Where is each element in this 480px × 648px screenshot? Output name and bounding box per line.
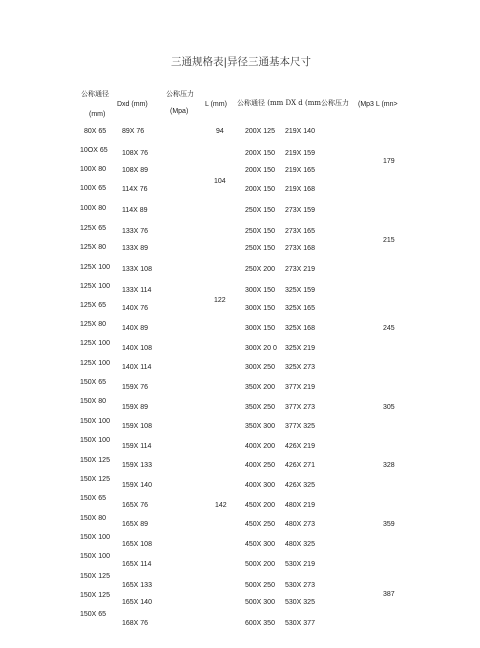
cell-col1: 100X 65 [80, 185, 107, 192]
cell-col6: 273X 168 [285, 245, 315, 252]
cell-col1: 150X 100 [80, 418, 110, 425]
cell-col2: 159X 140 [122, 482, 152, 489]
cell-col5: 500X 200 [245, 561, 275, 568]
cell-col1: 150X 100 [80, 437, 110, 444]
cell-right-length: 179 [383, 158, 395, 165]
cell-col5: 350X 200 [245, 384, 275, 391]
cell-col6: 219X 159 [285, 150, 315, 157]
cell-col5: 500X 300 [245, 599, 275, 606]
cell-col2: 159X 114 [122, 443, 152, 450]
cell-col1: 125X 100 [80, 360, 110, 367]
cell-col2: 133X 89 [122, 245, 149, 252]
cell-col1: 150X 65 [80, 495, 107, 502]
cell-col1: 125X 65 [80, 225, 107, 232]
cell-col5: 450X 300 [245, 541, 275, 548]
cell-col2: 108X 89 [122, 167, 149, 174]
cell-col6: 219X 168 [285, 186, 315, 193]
cell-col1: 125X 100 [80, 283, 110, 290]
header-dxd: Dxd (mm) [117, 101, 148, 108]
cell-col2: 140X 114 [122, 364, 152, 371]
cell-col5: 350X 300 [245, 423, 275, 430]
cell-col5: 200X 150 [245, 167, 275, 174]
cell-right-length: 328 [383, 462, 395, 469]
cell-col5: 300X 20 0 [245, 345, 277, 352]
cell-col1: 150X 100 [80, 553, 110, 560]
cell-col5: 400X 250 [245, 462, 275, 469]
cell-col6: 273X 219 [285, 266, 315, 273]
cell-col5: 300X 250 [245, 364, 275, 371]
header-right-group: 公称通径 (mm DX d (mm公称压力 [237, 99, 349, 107]
cell-col6: 325X 219 [285, 345, 315, 352]
cell-col6: 377X 273 [285, 404, 315, 411]
cell-col1: 125X 100 [80, 340, 110, 347]
cell-col1: 150X 125 [80, 573, 110, 580]
cell-col2: 165X 133 [122, 582, 152, 589]
cell-col6: 530X 325 [285, 599, 315, 606]
cell-col5: 200X 150 [245, 150, 275, 157]
cell-col6: 426X 271 [285, 462, 315, 469]
cell-col5: 400X 200 [245, 443, 275, 450]
cell-col5: 350X 250 [245, 404, 275, 411]
cell-col5: 300X 150 [245, 305, 275, 312]
cell-col5: 450X 250 [245, 521, 275, 528]
cell-col2: 168X 76 [122, 620, 149, 627]
cell-col2: 140X 89 [122, 325, 149, 332]
page-title: 三通规格表|异径三通基本尺寸 [171, 56, 312, 68]
header-right-length: (Mp3 L (mn> [358, 101, 398, 108]
cell-col6: 273X 159 [285, 207, 315, 214]
cell-col6: 325X 168 [285, 325, 315, 332]
cell-col5: 300X 150 [245, 325, 275, 332]
cell-col2: 140X 108 [122, 345, 152, 352]
cell-col1: 150X 125 [80, 476, 110, 483]
cell-col2: 165X 76 [122, 502, 149, 509]
cell-col6: 219X 165 [285, 167, 315, 174]
cell-col6: 426X 325 [285, 482, 315, 489]
cell-col1: 150X 80 [80, 398, 107, 405]
cell-col1: 150X 125 [80, 457, 110, 464]
cell-col2: 114X 76 [122, 186, 148, 193]
header-length: L (mm) [205, 101, 227, 108]
cell-col1: 150X 80 [80, 515, 107, 522]
cell-col1: 10OX 65 [80, 147, 108, 154]
header-nominal-pressure: 公称压力 [166, 90, 194, 98]
cell-length: 104 [214, 178, 226, 185]
cell-col5: 250X 150 [245, 245, 275, 252]
cell-col2: 165X 108 [122, 541, 152, 548]
cell-length: 122 [214, 297, 226, 304]
cell-col5: 450X 200 [245, 502, 275, 509]
cell-col6: 377X 325 [285, 423, 315, 430]
cell-col1: 100X 80 [80, 205, 107, 212]
cell-col1: 125X 100 [80, 264, 110, 271]
cell-col6: 426X 219 [285, 443, 315, 450]
cell-right-length: 359 [383, 521, 395, 528]
cell-col6: 530X 273 [285, 582, 315, 589]
cell-col1: 100X 80 [80, 166, 107, 173]
cell-col2: 133X 108 [122, 266, 152, 273]
cell-col6: 480X 273 [285, 521, 315, 528]
cell-col2: 108X 76 [122, 150, 149, 157]
cell-col2: 133X 76 [122, 228, 149, 235]
cell-col1: 150X 65 [80, 611, 107, 618]
cell-col5: 400X 300 [245, 482, 275, 489]
cell-col2: 165X 89 [122, 521, 149, 528]
cell-col1: 125X 65 [80, 302, 107, 309]
cell-col1: 125X 80 [80, 244, 107, 251]
cell-col6: 480X 325 [285, 541, 315, 548]
cell-col2: 159X 108 [122, 423, 152, 430]
cell-col5: 300X 150 [245, 287, 275, 294]
cell-col5: 200X 150 [245, 186, 275, 193]
cell-right-length: 245 [383, 325, 395, 332]
cell-col5: 600X 350 [245, 620, 275, 627]
cell-right-length: 387 [383, 591, 395, 598]
header-nominal-diameter-unit: (mm) [89, 111, 106, 118]
cell-col2: 165X 114 [122, 561, 152, 568]
cell-col2: 133X 114 [122, 287, 152, 294]
cell-col6: 377X 219 [285, 384, 315, 391]
cell-col1: 150X 65 [80, 379, 107, 386]
header-nominal-diameter: 公称通径 [81, 90, 109, 98]
cell-col2: 165X 140 [122, 599, 152, 606]
cell-col5: 200X 125 [245, 128, 275, 135]
cell-col2: 159X 76 [122, 384, 149, 391]
cell-right-length: 215 [383, 237, 395, 244]
cell-col1: 150X 125 [80, 592, 110, 599]
cell-col5: 250X 200 [245, 266, 275, 273]
cell-right-length: 305 [383, 404, 395, 411]
cell-col5: 250X 150 [245, 228, 275, 235]
cell-col2: 159X 89 [122, 404, 149, 411]
cell-col1: 150X 100 [80, 534, 110, 541]
cell-col2: 114X 89 [122, 207, 148, 214]
cell-length: 94 [216, 128, 224, 135]
cell-col5: 250X 150 [245, 207, 275, 214]
cell-col2: 159X 133 [122, 462, 152, 469]
cell-col1: 80X 65 [84, 128, 107, 135]
cell-col6: 325X 159 [285, 287, 315, 294]
cell-col6: 219X 140 [285, 128, 315, 135]
cell-col2: 140X 76 [122, 305, 149, 312]
cell-col6: 325X 165 [285, 305, 315, 312]
header-nominal-pressure-unit: (Mpa) [170, 108, 189, 115]
cell-col6: 480X 219 [285, 502, 315, 509]
cell-col6: 325X 273 [285, 364, 315, 371]
cell-col6: 530X 219 [285, 561, 315, 568]
cell-col6: 273X 165 [285, 228, 315, 235]
cell-col5: 500X 250 [245, 582, 275, 589]
cell-col1: 125X 80 [80, 321, 107, 328]
cell-col6: 530X 377 [285, 620, 315, 627]
cell-col2: 89X 76 [122, 128, 145, 135]
cell-length: 142 [215, 502, 227, 509]
